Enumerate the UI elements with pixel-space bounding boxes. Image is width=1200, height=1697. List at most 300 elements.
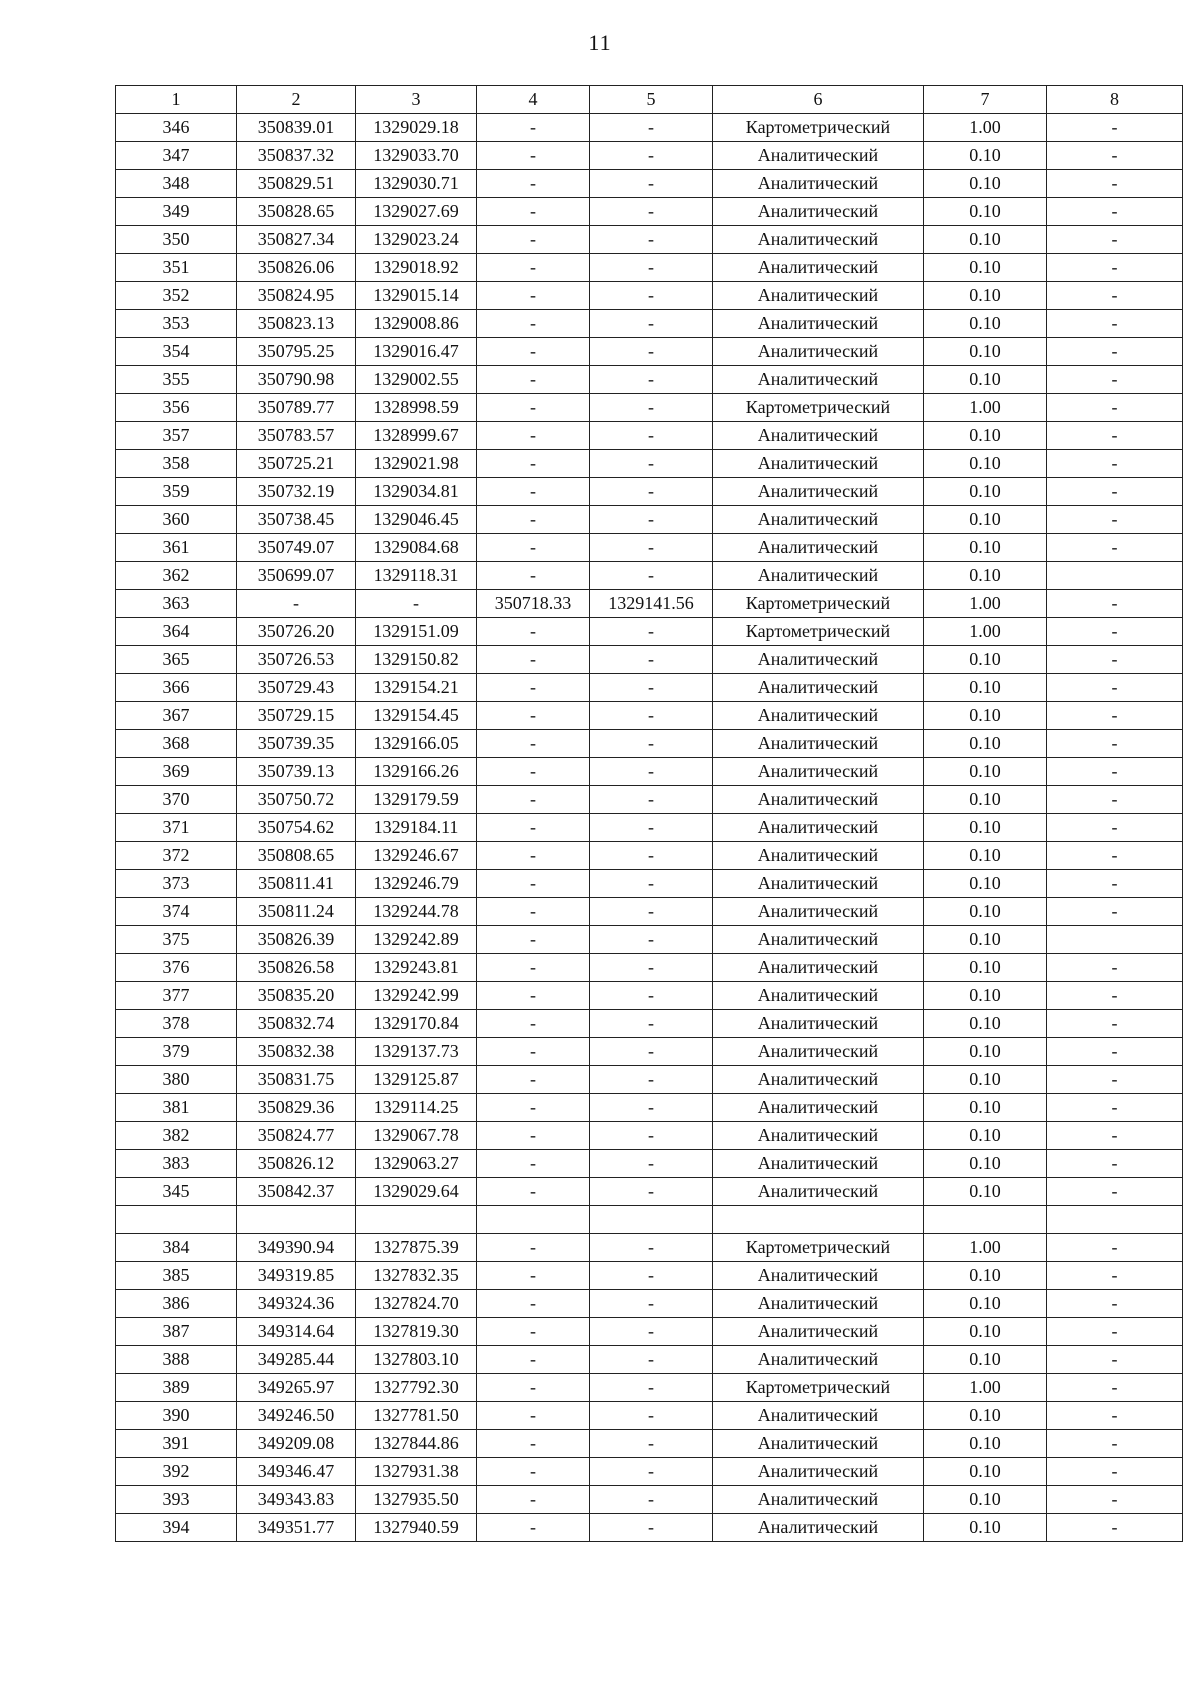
cell-coord-x-alt: - (477, 1178, 590, 1206)
cell-accuracy: 0.10 (924, 254, 1047, 282)
cell-coord-x: 350828.65 (237, 198, 356, 226)
column-header-8: 8 (1047, 86, 1183, 114)
cell-coord-x-alt: - (477, 758, 590, 786)
cell-coord-y (356, 1206, 477, 1234)
cell-accuracy: 0.10 (924, 1290, 1047, 1318)
cell-method: Картометрический (713, 114, 924, 142)
cell-coord-y: 1329023.24 (356, 226, 477, 254)
cell-coord-x: 350824.95 (237, 282, 356, 310)
cell-method: Аналитический (713, 254, 924, 282)
table-row (116, 366, 1183, 394)
cell-coord-x: 350832.74 (237, 1010, 356, 1038)
cell-coord-x-alt: - (477, 898, 590, 926)
cell-coord-y-alt: - (590, 1066, 713, 1094)
cell-method: Аналитический (713, 1010, 924, 1038)
cell-coord-y-alt: - (590, 842, 713, 870)
cell-note (1047, 926, 1183, 954)
cell-coord-y-alt: - (590, 1150, 713, 1178)
cell-coord-y-alt: - (590, 1486, 713, 1514)
cell-coord-x-alt: - (477, 1318, 590, 1346)
cell-coord-y: 1327931.38 (356, 1458, 477, 1486)
cell-coord-x-alt: - (477, 1458, 590, 1486)
cell-coord-y: 1329137.73 (356, 1038, 477, 1066)
cell-note: - (1047, 366, 1183, 394)
cell-method: Аналитический (713, 170, 924, 198)
cell-method: Аналитический (713, 282, 924, 310)
table-row (116, 1402, 1183, 1430)
cell-point-number: 391 (116, 1430, 237, 1458)
cell-note: - (1047, 674, 1183, 702)
cell-coord-x-alt: - (477, 1374, 590, 1402)
cell-point-number: 389 (116, 1374, 237, 1402)
cell-coord-x: 349285.44 (237, 1346, 356, 1374)
column-header-1: 1 (116, 86, 237, 114)
table-row (116, 1486, 1183, 1514)
cell-coord-x-alt: - (477, 1066, 590, 1094)
table-row (116, 562, 1183, 590)
cell-coord-y-alt: - (590, 870, 713, 898)
cell-coord-x: 350732.19 (237, 478, 356, 506)
cell-method: Аналитический (713, 198, 924, 226)
cell-point-number: 373 (116, 870, 237, 898)
table-row (116, 282, 1183, 310)
cell-coord-x-alt: - (477, 1430, 590, 1458)
cell-coord-x-alt: - (477, 786, 590, 814)
cell-accuracy: 0.10 (924, 926, 1047, 954)
cell-coord-y: 1329029.64 (356, 1178, 477, 1206)
cell-coord-x-alt: - (477, 478, 590, 506)
cell-coord-x: 350829.51 (237, 170, 356, 198)
cell-point-number: 352 (116, 282, 237, 310)
cell-coord-y: 1329166.05 (356, 730, 477, 758)
cell-coord-x: 349324.36 (237, 1290, 356, 1318)
table-row (116, 1458, 1183, 1486)
table-row (116, 142, 1183, 170)
cell-coord-y-alt: - (590, 114, 713, 142)
cell-coord-x: 350749.07 (237, 534, 356, 562)
cell-note: - (1047, 114, 1183, 142)
cell-coord-x-alt: - (477, 1010, 590, 1038)
cell-coord-y: 1329063.27 (356, 1150, 477, 1178)
cell-coord-y: 1329179.59 (356, 786, 477, 814)
cell-accuracy: 0.10 (924, 646, 1047, 674)
cell-coord-x-alt (477, 1206, 590, 1234)
cell-method: Аналитический (713, 1290, 924, 1318)
cell-coord-x-alt: - (477, 562, 590, 590)
table-row (116, 786, 1183, 814)
cell-note: - (1047, 170, 1183, 198)
cell-coord-y-alt: - (590, 338, 713, 366)
cell-point-number: 394 (116, 1514, 237, 1542)
cell-coord-y: 1329030.71 (356, 170, 477, 198)
cell-coord-x: 349209.08 (237, 1430, 356, 1458)
cell-method: Картометрический (713, 1374, 924, 1402)
cell-coord-x: - (237, 590, 356, 618)
cell-accuracy: 0.10 (924, 1402, 1047, 1430)
cell-coord-x-alt: - (477, 534, 590, 562)
cell-coord-y: 1328999.67 (356, 422, 477, 450)
table-row (116, 898, 1183, 926)
cell-accuracy: 0.10 (924, 366, 1047, 394)
cell-coord-y-alt: - (590, 1094, 713, 1122)
cell-point-number: 353 (116, 310, 237, 338)
cell-point-number: 383 (116, 1150, 237, 1178)
cell-coord-x-alt: - (477, 394, 590, 422)
cell-coord-y: 1329015.14 (356, 282, 477, 310)
table-row (116, 422, 1183, 450)
cell-note: - (1047, 198, 1183, 226)
cell-accuracy: 0.10 (924, 450, 1047, 478)
cell-method: Аналитический (713, 366, 924, 394)
cell-note: - (1047, 1290, 1183, 1318)
cell-coord-x: 350824.77 (237, 1122, 356, 1150)
table-row (116, 1290, 1183, 1318)
cell-point-number: 349 (116, 198, 237, 226)
cell-point-number: 381 (116, 1094, 237, 1122)
cell-coord-y-alt: - (590, 310, 713, 338)
cell-coord-y: 1329114.25 (356, 1094, 477, 1122)
table-row (116, 114, 1183, 142)
cell-point-number: 380 (116, 1066, 237, 1094)
cell-coord-y-alt: - (590, 450, 713, 478)
cell-coord-x: 350729.43 (237, 674, 356, 702)
cell-coord-y: 1327819.30 (356, 1318, 477, 1346)
cell-coord-y-alt: - (590, 674, 713, 702)
cell-method: Аналитический (713, 338, 924, 366)
cell-accuracy: 0.10 (924, 1430, 1047, 1458)
cell-accuracy: 0.10 (924, 898, 1047, 926)
cell-coord-y-alt: - (590, 198, 713, 226)
column-header-2: 2 (237, 86, 356, 114)
cell-coord-y-alt: - (590, 1038, 713, 1066)
cell-coord-x: 350826.12 (237, 1150, 356, 1178)
cell-note: - (1047, 310, 1183, 338)
table-row (116, 618, 1183, 646)
cell-note: - (1047, 1486, 1183, 1514)
cell-coord-x: 350823.13 (237, 310, 356, 338)
cell-accuracy: 0.10 (924, 310, 1047, 338)
cell-note (1047, 1206, 1183, 1234)
cell-accuracy: 0.10 (924, 282, 1047, 310)
cell-coord-y: 1329151.09 (356, 618, 477, 646)
cell-coord-x-alt: - (477, 730, 590, 758)
cell-coord-x-alt: - (477, 1234, 590, 1262)
cell-method: Аналитический (713, 814, 924, 842)
table-row (116, 506, 1183, 534)
column-header-4: 4 (477, 86, 590, 114)
cell-point-number: 358 (116, 450, 237, 478)
cell-point-number: 360 (116, 506, 237, 534)
cell-method: Аналитический (713, 1346, 924, 1374)
cell-note: - (1047, 1430, 1183, 1458)
cell-accuracy: 0.10 (924, 870, 1047, 898)
cell-point-number: 363 (116, 590, 237, 618)
cell-coord-x: 350699.07 (237, 562, 356, 590)
cell-coord-y-alt: - (590, 1346, 713, 1374)
cell-coord-y: 1329244.78 (356, 898, 477, 926)
table-row (116, 1150, 1183, 1178)
cell-coord-x-alt: 350718.33 (477, 590, 590, 618)
cell-coord-x-alt: - (477, 366, 590, 394)
column-header-3: 3 (356, 86, 477, 114)
cell-coord-y: 1327832.35 (356, 1262, 477, 1290)
table-row (116, 1514, 1183, 1542)
table-row (116, 730, 1183, 758)
cell-coord-x-alt: - (477, 1486, 590, 1514)
cell-coord-x-alt: - (477, 422, 590, 450)
cell-coord-y: 1329243.81 (356, 954, 477, 982)
cell-note: - (1047, 1262, 1183, 1290)
cell-method: Аналитический (713, 954, 924, 982)
cell-method: Аналитический (713, 1262, 924, 1290)
cell-coord-x: 350795.25 (237, 338, 356, 366)
cell-coord-y: 1329154.21 (356, 674, 477, 702)
cell-coord-x: 350729.15 (237, 702, 356, 730)
cell-coord-y: 1329150.82 (356, 646, 477, 674)
cell-coord-x: 350738.45 (237, 506, 356, 534)
cell-method: Аналитический (713, 1150, 924, 1178)
cell-coord-x-alt: - (477, 506, 590, 534)
cell-coord-x: 350837.32 (237, 142, 356, 170)
cell-accuracy: 0.10 (924, 198, 1047, 226)
cell-note: - (1047, 422, 1183, 450)
cell-accuracy: 0.10 (924, 674, 1047, 702)
cell-point-number: 392 (116, 1458, 237, 1486)
cell-note: - (1047, 1150, 1183, 1178)
cell-method: Аналитический (713, 1178, 924, 1206)
cell-coord-y-alt: - (590, 506, 713, 534)
cell-method: Картометрический (713, 394, 924, 422)
cell-coord-x: 349346.47 (237, 1458, 356, 1486)
cell-coord-y: 1329084.68 (356, 534, 477, 562)
cell-accuracy: 1.00 (924, 1374, 1047, 1402)
cell-method: Аналитический (713, 1430, 924, 1458)
cell-accuracy: 1.00 (924, 1234, 1047, 1262)
cell-note: - (1047, 450, 1183, 478)
cell-coord-x: 350827.34 (237, 226, 356, 254)
cell-method: Аналитический (713, 562, 924, 590)
cell-point-number: 350 (116, 226, 237, 254)
cell-coord-x: 350839.01 (237, 114, 356, 142)
cell-point-number: 357 (116, 422, 237, 450)
cell-coord-y-alt: - (590, 786, 713, 814)
table-row (116, 590, 1183, 618)
cell-coord-y: 1327792.30 (356, 1374, 477, 1402)
cell-coord-y-alt: - (590, 730, 713, 758)
cell-coord-y: 1329046.45 (356, 506, 477, 534)
cell-point-number: 361 (116, 534, 237, 562)
cell-coord-y-alt: - (590, 254, 713, 282)
cell-coord-y-alt: - (590, 562, 713, 590)
cell-note (1047, 562, 1183, 590)
cell-note: - (1047, 898, 1183, 926)
cell-note: - (1047, 590, 1183, 618)
cell-coord-y: 1327844.86 (356, 1430, 477, 1458)
cell-method: Аналитический (713, 226, 924, 254)
cell-coord-y: 1329008.86 (356, 310, 477, 338)
page-number: 11 (588, 30, 612, 55)
cell-coord-y-alt: - (590, 926, 713, 954)
cell-accuracy: 0.10 (924, 758, 1047, 786)
cell-note: - (1047, 786, 1183, 814)
cell-coord-x: 350811.41 (237, 870, 356, 898)
cell-coord-x: 350826.39 (237, 926, 356, 954)
table-row (116, 1234, 1183, 1262)
cell-accuracy: 0.10 (924, 702, 1047, 730)
table-row (116, 1066, 1183, 1094)
cell-coord-x: 350842.37 (237, 1178, 356, 1206)
cell-coord-x: 350789.77 (237, 394, 356, 422)
cell-accuracy: 0.10 (924, 954, 1047, 982)
cell-method: Аналитический (713, 870, 924, 898)
cell-method: Аналитический (713, 842, 924, 870)
table-row (116, 1430, 1183, 1458)
cell-coord-y-alt: - (590, 1122, 713, 1150)
cell-point-number: 356 (116, 394, 237, 422)
cell-coord-x-alt: - (477, 450, 590, 478)
cell-coord-y: 1329067.78 (356, 1122, 477, 1150)
column-header-5: 5 (590, 86, 713, 114)
cell-coord-y: 1327824.70 (356, 1290, 477, 1318)
coordinates-table (115, 85, 1183, 1542)
cell-method: Аналитический (713, 1094, 924, 1122)
cell-accuracy: 0.10 (924, 1150, 1047, 1178)
cell-coord-y-alt: - (590, 898, 713, 926)
cell-coord-x-alt: - (477, 1346, 590, 1374)
cell-accuracy: 0.10 (924, 1486, 1047, 1514)
cell-coord-y-alt: - (590, 422, 713, 450)
table-body (116, 86, 1183, 1542)
cell-note: - (1047, 1514, 1183, 1542)
cell-coord-x-alt: - (477, 926, 590, 954)
table-row (116, 226, 1183, 254)
cell-coord-y-alt: - (590, 982, 713, 1010)
column-header-7: 7 (924, 86, 1047, 114)
cell-note: - (1047, 1318, 1183, 1346)
cell-coord-y: 1329242.89 (356, 926, 477, 954)
table-row (116, 1374, 1183, 1402)
cell-method: Картометрический (713, 590, 924, 618)
cell-coord-x: 349314.64 (237, 1318, 356, 1346)
cell-method: Аналитический (713, 1066, 924, 1094)
table-row (116, 1038, 1183, 1066)
cell-coord-y: 1329166.26 (356, 758, 477, 786)
cell-point-number: 365 (116, 646, 237, 674)
cell-coord-x-alt: - (477, 1262, 590, 1290)
cell-coord-y: 1329034.81 (356, 478, 477, 506)
cell-note: - (1047, 730, 1183, 758)
cell-note: - (1047, 646, 1183, 674)
table-row (116, 954, 1183, 982)
table-row (116, 394, 1183, 422)
cell-coord-y-alt: - (590, 226, 713, 254)
cell-coord-y: 1329170.84 (356, 1010, 477, 1038)
cell-coord-y-alt: - (590, 1374, 713, 1402)
cell-point-number: 347 (116, 142, 237, 170)
cell-coord-y: 1329029.18 (356, 114, 477, 142)
cell-point-number: 371 (116, 814, 237, 842)
cell-coord-x: 350832.38 (237, 1038, 356, 1066)
cell-coord-x: 350790.98 (237, 366, 356, 394)
cell-note: - (1047, 142, 1183, 170)
cell-accuracy: 1.00 (924, 394, 1047, 422)
cell-coord-x-alt: - (477, 1402, 590, 1430)
cell-accuracy: 0.10 (924, 534, 1047, 562)
cell-note: - (1047, 534, 1183, 562)
cell-coord-y-alt: - (590, 1458, 713, 1486)
cell-method: Аналитический (713, 926, 924, 954)
cell-coord-y-alt: - (590, 646, 713, 674)
cell-coord-x: 350835.20 (237, 982, 356, 1010)
cell-coord-x-alt: - (477, 702, 590, 730)
cell-coord-x: 349351.77 (237, 1514, 356, 1542)
cell-method: Аналитический (713, 730, 924, 758)
table-row (116, 310, 1183, 338)
cell-coord-x: 350829.36 (237, 1094, 356, 1122)
cell-method: Аналитический (713, 534, 924, 562)
cell-point-number: 351 (116, 254, 237, 282)
cell-note: - (1047, 1178, 1183, 1206)
cell-point-number: 355 (116, 366, 237, 394)
cell-method (713, 1206, 924, 1234)
cell-note: - (1047, 982, 1183, 1010)
cell-coord-y-alt: - (590, 1430, 713, 1458)
cell-accuracy: 0.10 (924, 562, 1047, 590)
cell-coord-x-alt: - (477, 870, 590, 898)
table-row (116, 758, 1183, 786)
cell-point-number: 386 (116, 1290, 237, 1318)
cell-coord-x: 350811.24 (237, 898, 356, 926)
cell-coord-y: - (356, 590, 477, 618)
table-row (116, 982, 1183, 1010)
cell-method: Аналитический (713, 1458, 924, 1486)
cell-coord-x-alt: - (477, 1150, 590, 1178)
table-row (116, 674, 1183, 702)
cell-note: - (1047, 1094, 1183, 1122)
cell-coord-y-alt: - (590, 534, 713, 562)
cell-point-number: 354 (116, 338, 237, 366)
cell-point-number: 382 (116, 1122, 237, 1150)
cell-coord-y-alt: - (590, 170, 713, 198)
cell-accuracy: 0.10 (924, 1346, 1047, 1374)
cell-point-number: 370 (116, 786, 237, 814)
cell-coord-x: 349265.97 (237, 1374, 356, 1402)
cell-coord-y: 1327803.10 (356, 1346, 477, 1374)
cell-method: Аналитический (713, 1486, 924, 1514)
cell-coord-y-alt: - (590, 1178, 713, 1206)
cell-coord-y: 1327940.59 (356, 1514, 477, 1542)
cell-coord-x-alt: - (477, 1290, 590, 1318)
cell-accuracy: 0.10 (924, 1514, 1047, 1542)
cell-note: - (1047, 1346, 1183, 1374)
column-header-6: 6 (713, 86, 924, 114)
cell-coord-x-alt: - (477, 814, 590, 842)
cell-coord-x-alt: - (477, 254, 590, 282)
cell-coord-y-alt: - (590, 366, 713, 394)
table-row (116, 1206, 1183, 1234)
cell-accuracy: 0.10 (924, 226, 1047, 254)
cell-accuracy: 0.10 (924, 982, 1047, 1010)
cell-coord-y: 1327875.39 (356, 1234, 477, 1262)
table-row (116, 1262, 1183, 1290)
cell-coord-y: 1327781.50 (356, 1402, 477, 1430)
cell-note: - (1047, 394, 1183, 422)
cell-note: - (1047, 758, 1183, 786)
cell-point-number: 378 (116, 1010, 237, 1038)
cell-method: Аналитический (713, 982, 924, 1010)
cell-point-number: 367 (116, 702, 237, 730)
cell-coord-x: 350726.53 (237, 646, 356, 674)
